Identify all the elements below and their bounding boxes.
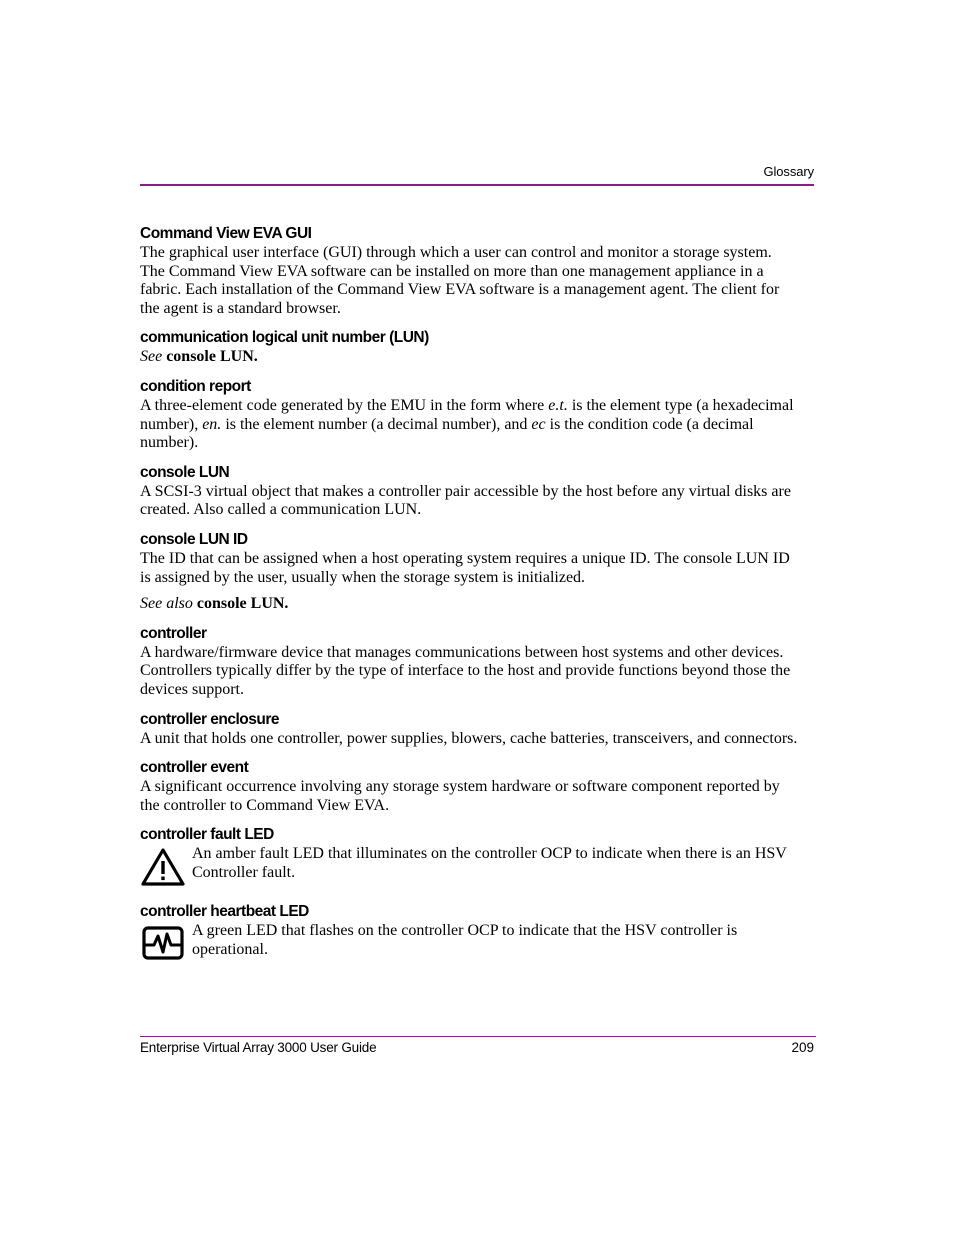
glossary-definition: A unit that holds one controller, power supplies, blowers, cache batteries, transceivers, and connectors.	[140, 729, 798, 747]
icon-definition-row	[140, 845, 800, 892]
definition-text: is the condition code (a decimal number).	[140, 415, 754, 452]
glossary-definition: A SCSI-3 virtual object that makes a controller pair accessible by the host before any virtual disks are created. Also called a communication LUN.	[140, 482, 791, 519]
definition-text: is the element number (a decimal number), and	[221, 415, 532, 433]
glossary-definition: A hardware/firmware device that manages communications between host systems and other devices. Controllers typically differ by the type of interface to the host and provide functions beyond those the devices support.	[140, 643, 791, 698]
see-prefix: See	[140, 348, 163, 366]
glossary-term: controller heartbeat LED	[140, 903, 309, 921]
definition-text: is the element type (a hexadecimal number),	[140, 396, 794, 433]
header-rule	[140, 184, 814, 186]
heartbeat-icon	[140, 922, 192, 967]
glossary-term: communication logical unit number (LUN)	[140, 329, 429, 347]
glossary-entry	[140, 902, 800, 967]
glossary-entry	[140, 377, 800, 453]
page-number: 209	[791, 1040, 814, 1055]
glossary-term: Command View EVA GUI	[140, 225, 312, 242]
glossary-definition: A green LED that flashes on the controller OCP to indicate that the HSV controller is operational.	[192, 922, 738, 958]
glossary-term: console LUN ID	[140, 530, 248, 548]
glossary-definition: The ID that can be assigned when a host operating system requires a unique ID. The console LUN ID is assigned by the user, usually when the storage system is initialized.	[140, 549, 790, 586]
definition-italic: en.	[202, 415, 222, 433]
definition-italic: ec	[531, 415, 546, 433]
see-link[interactable]: console LUN.	[166, 348, 258, 366]
glossary-definition: A significant occurrence involving any storage system hardware or software component reported by the controller to Command View EVA.	[140, 778, 780, 814]
glossary-term: console LUN	[140, 463, 230, 481]
glossary-entry	[140, 624, 800, 700]
glossary-term: controller enclosure	[140, 710, 280, 728]
warning-triangle-icon	[140, 845, 192, 892]
glossary-entry	[140, 328, 800, 367]
definition-text: A three-element code generated by the EMU in the form where	[140, 396, 549, 414]
glossary-definition: An amber fault LED that illuminates on the controller OCP to indicate when there is an HSV Controller fault.	[192, 845, 787, 881]
footer-rule	[140, 1036, 816, 1037]
see-also-reference	[140, 595, 800, 614]
see-reference	[140, 348, 800, 367]
glossary-entry	[140, 710, 800, 749]
glossary-definition	[140, 397, 800, 453]
see-prefix: See also	[140, 595, 193, 613]
icon-definition-row	[140, 922, 800, 967]
see-link[interactable]: console LUN.	[196, 595, 289, 613]
glossary-entry	[140, 825, 800, 892]
glossary-entry	[140, 530, 800, 614]
running-header: Glossary	[763, 164, 814, 179]
glossary-term: controller event	[140, 759, 249, 777]
glossary-entry	[140, 758, 800, 815]
glossary-term: condition report	[140, 377, 251, 395]
glossary-term: controller	[140, 624, 207, 642]
glossary-definition: The graphical user interface (GUI) through which a user can control and monitor a storage system. The Command View EVA software can be installed on more than one management appliance in a fabric. Each installation of the Command View EVA software is a management agent. The client for the agent is a standard browser.	[140, 244, 780, 317]
glossary-body	[140, 224, 800, 977]
definition-italic: e.t.	[548, 396, 568, 414]
glossary-entry	[140, 463, 800, 520]
glossary-term: controller fault LED	[140, 826, 274, 844]
footer-title: Enterprise Virtual Array 3000 User Guide	[140, 1040, 377, 1055]
glossary-entry	[140, 224, 800, 318]
